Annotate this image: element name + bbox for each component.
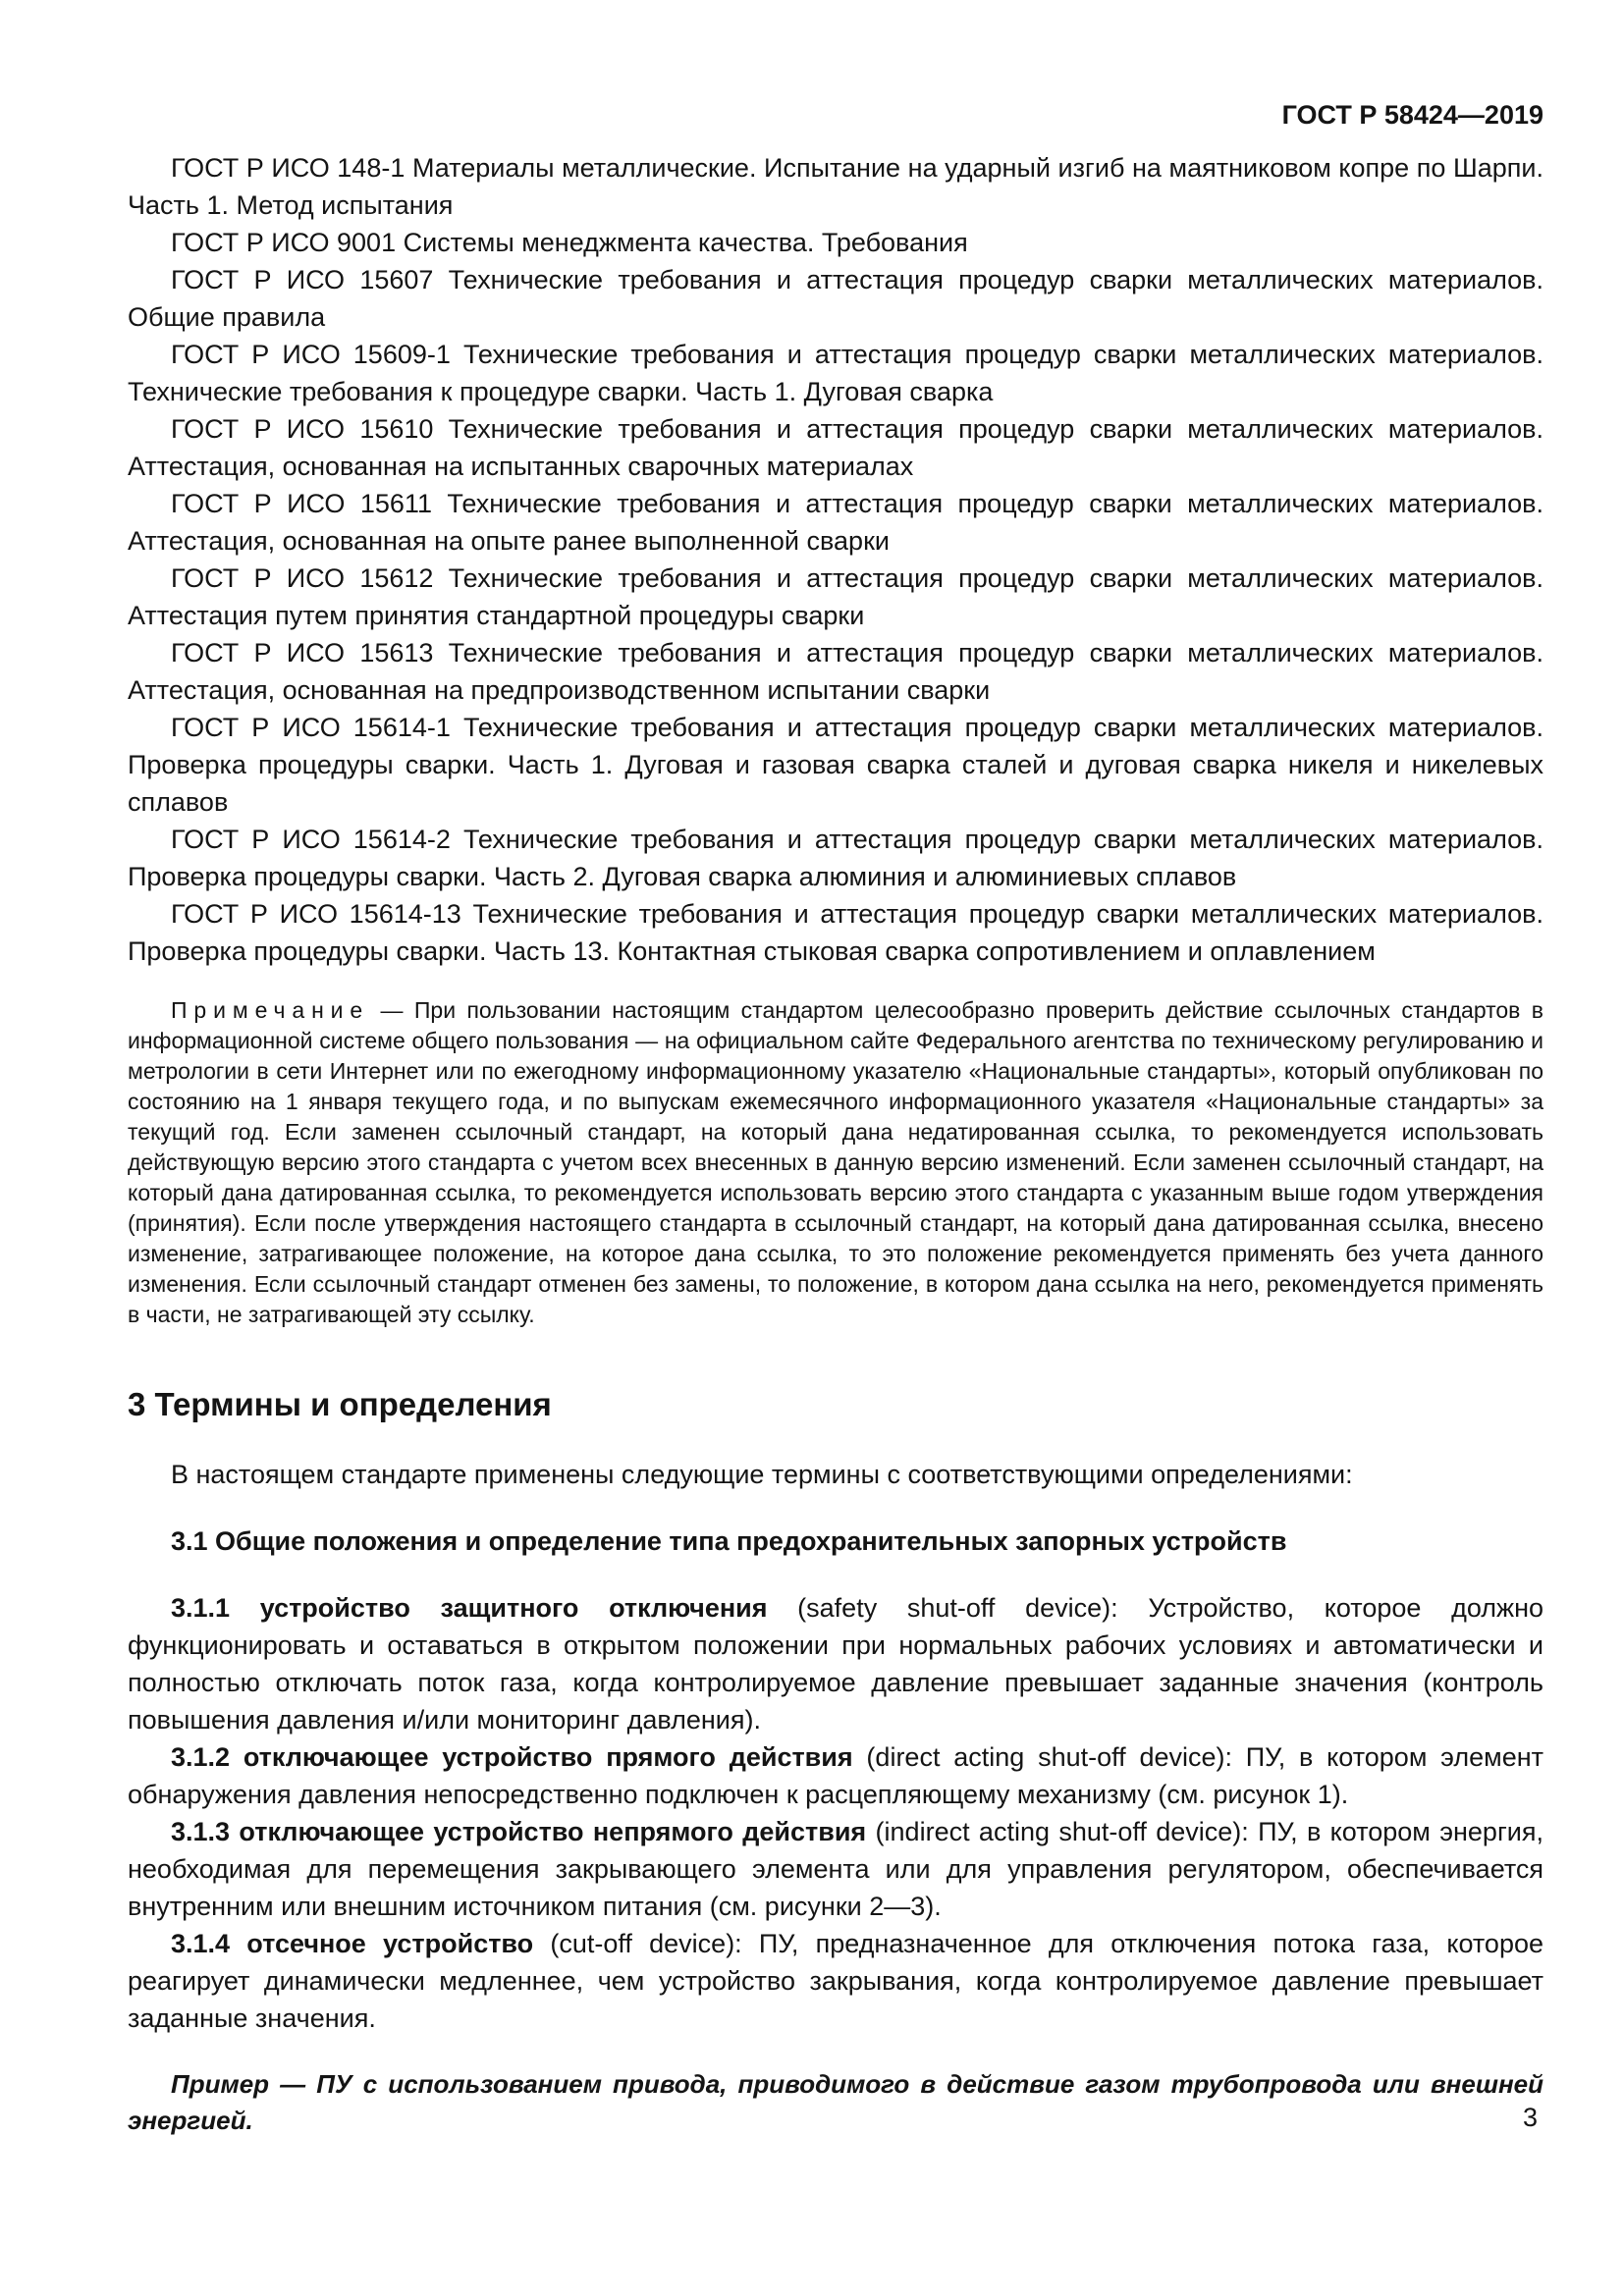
definition-term: 3.1.3 отключающее устройство непрямого действия xyxy=(171,1817,867,1846)
note-paragraph xyxy=(128,995,1543,1330)
page-number: 3 xyxy=(1522,2103,1538,2132)
section-3-intro: В настоящем стандарте применены следующие термины с соответствующими определениями: xyxy=(171,1460,1353,1489)
section-3-heading: 3 Термины и определения xyxy=(128,1386,552,1422)
doc-body xyxy=(128,149,1543,2139)
reference-item: ГОСТ Р ИСО 15612 Технические требования и аттестация процедур сварки металлических материалов. Аттестация путем принятия стандартной процедуры сварки xyxy=(128,563,1543,630)
reference-item: ГОСТ Р ИСО 15613 Технические требования и аттестация процедур сварки металлических материалов. Аттестация, основанная на предпроизводственном испытании сварки xyxy=(128,638,1543,705)
reference-item: ГОСТ Р ИСО 15611 Технические требования и аттестация процедур сварки металлических материалов. Аттестация, основанная на опыте ранее выполненной сварки xyxy=(128,489,1543,556)
definition-item: 3.1.1 устройство защитного отключения (safety shut-off device): Устройство, которое должно функционировать и оставаться в открытом положении при нормальных рабочих условиях и автоматически и полностью отключать поток газа, когда контролируемое давление превышает заданные значения (контроль повышения давления и/или мониторинг давления). xyxy=(128,1593,1543,1735)
reference-item: ГОСТ Р ИСО 15614-2 Технические требования и аттестация процедур сварки металлических материалов. Проверка процедуры сварки. Часть 2. Дуговая сварка алюминия и алюминиевых сплавов xyxy=(128,825,1543,891)
reference-item: ГОСТ Р ИСО 9001 Системы менеджмента качества. Требования xyxy=(171,228,968,257)
definition-term: 3.1.2 отключающее устройство прямого действия xyxy=(171,1742,853,1772)
reference-item: ГОСТ Р ИСО 15610 Технические требования и аттестация процедур сварки металлических материалов. Аттестация, основанная на испытанных сварочных материалах xyxy=(128,414,1543,481)
section-3-1-heading: 3.1 Общие положения и определение типа предохранительных запорных устройств xyxy=(171,1526,1287,1556)
reference-item: ГОСТ Р ИСО 15607 Технические требования и аттестация процедур сварки металлических материалов. Общие правила xyxy=(128,265,1543,332)
reference-item: ГОСТ Р ИСО 15609-1 Технические требования и аттестация процедур сварки металлических материалов. Технические требования к процедуре сварки. Часть 1. Дуговая сварка xyxy=(128,340,1543,406)
references-list xyxy=(128,149,1543,970)
definition-item: 3.1.3 отключающее устройство непрямого действия (indirect acting shut-off device): ПУ, в котором энергия, необходимая для перемещения закрывающего элемента или для управления регулятором, обеспечивается внутренним или внешним источником питания (см. рисунки 2—3). xyxy=(128,1817,1543,1921)
doc-header xyxy=(128,100,1543,130)
example-paragraph: Пример — ПУ с использованием привода, приводимого в действие газом трубопровода или внешней энергией. xyxy=(128,2069,1543,2135)
definition-term: 3.1.4 отсечное устройство xyxy=(171,1929,534,1958)
definition-term: 3.1.1 устройство защитного отключения xyxy=(171,1593,768,1623)
reference-item: ГОСТ Р ИСО 148-1 Материалы металлические. Испытание на ударный изгиб на маятниковом копре по Шарпи. Часть 1. Метод испытания xyxy=(128,153,1543,220)
definition-item: 3.1.2 отключающее устройство прямого действия (direct acting shut-off device): ПУ, в котором элемент обнаружения давления непосредственно подключен к расцепляющему механизму (см. рисунок 1). xyxy=(128,1742,1543,1809)
definitions-list xyxy=(128,1589,1543,2037)
definition-item: 3.1.4 отсечное устройство (cut-off device): ПУ, предназначенное для отключения потока газа, которое реагирует динамически медленнее, чем устройство закрывания, когда контролируемое давление превышает заданные значения. xyxy=(128,1929,1543,2033)
note-text: — При пользовании настоящим стандартом целесообразно проверить действие ссылочных стандартов в информационной системе общего пользования — на официальном сайте Федерального агентства по техническому регулированию и метрологии в сети Интернет или по ежегодному информационному указателю «Национальные стандарты», который опубликован по состоянию на 1 января текущего года, и по выпускам ежемесячного информационного указателя «Национальные стандарты» за текущий год. Если заменен ссылочный стандарт, на который дана недатированная ссылка, то рекомендуется использовать действующую версию этого стандарта с учетом всех внесенных в данную версию изменений. Если заменен ссылочный стандарт, на который дана датированная ссылка, то рекомендуется использовать версию этого стандарта с указанным выше годом утверждения (принятия). Если после утверждения настоящего стандарта в ссылочный стандарт, на который дана датированная ссылка, внесено изменение, затрагивающее положение, на которое дана ссылка, то это положение рекомендуется применять без учета данного изменения. Если ссылочный стандарт отменен без замены, то положение, в котором дана ссылка на него, рекомендуется применять в части, не затрагивающей эту ссылку. xyxy=(128,997,1543,1327)
reference-item: ГОСТ Р ИСО 15614-13 Технические требования и аттестация процедур сварки металлических материалов. Проверка процедуры сварки. Часть 13. Контактная стыковая сварка сопротивлением и оплавлением xyxy=(128,899,1543,966)
note-label: Примечание xyxy=(171,997,370,1023)
reference-item: ГОСТ Р ИСО 15614-1 Технические требования и аттестация процедур сварки металлических материалов. Проверка процедуры сварки. Часть 1. Дуговая и газовая сварка сталей и дуговая сварка никеля и никелевых сплавов xyxy=(128,713,1543,817)
doc-number: ГОСТ Р 58424—2019 xyxy=(1281,100,1543,130)
